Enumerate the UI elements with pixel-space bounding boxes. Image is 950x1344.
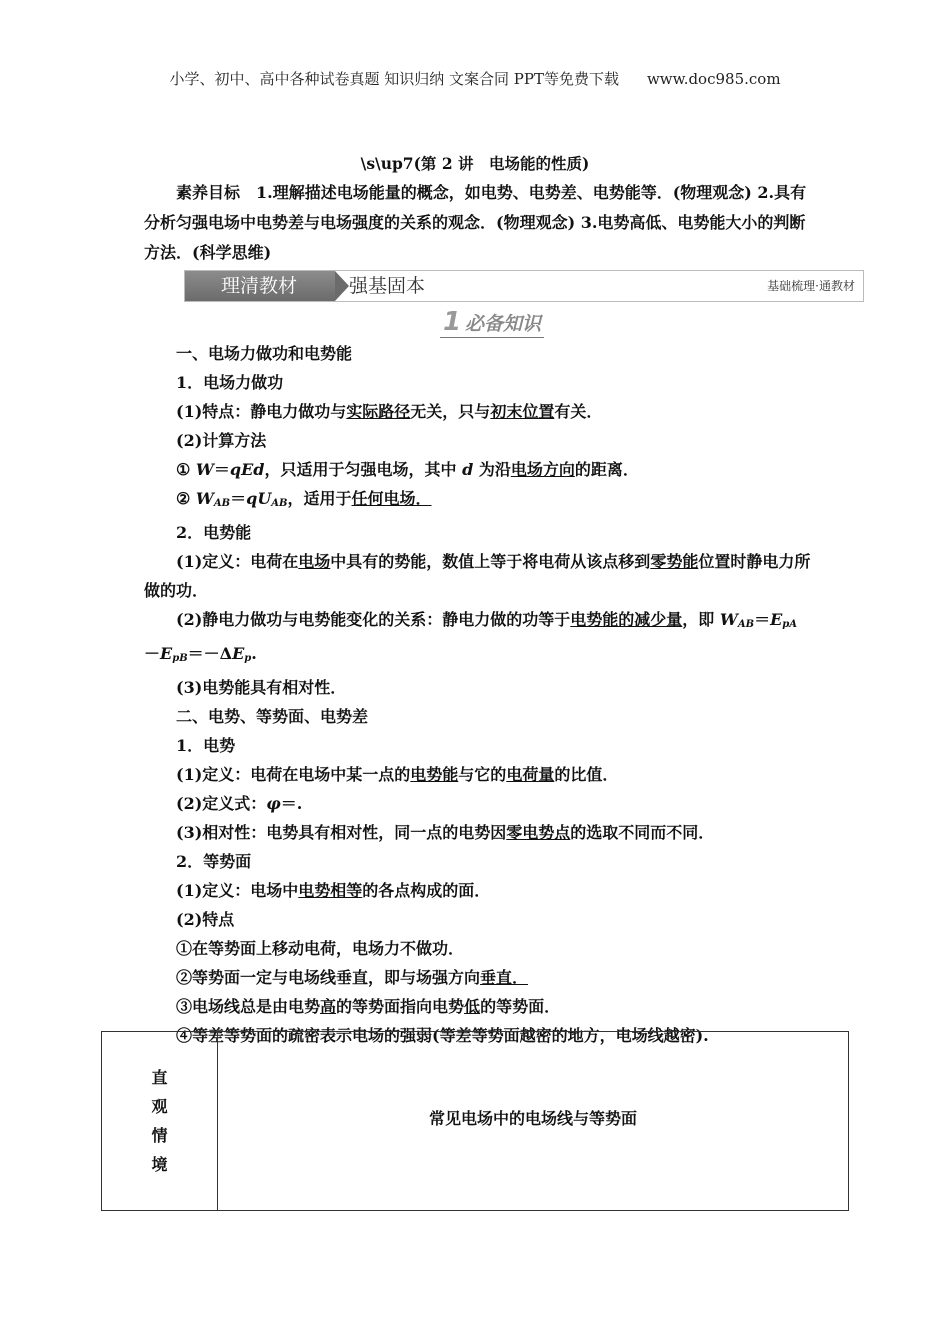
- lesson-title: \s\up7(第 2 讲 电场能的性质): [360, 154, 590, 173]
- section-banner: [184, 270, 864, 302]
- paragraph: (2)定义式：φ＝.: [176, 794, 303, 813]
- knowledge-text: 必备知识: [465, 313, 542, 335]
- list-item: ②等势面一定与电场线垂直，即与场强方向垂直．: [176, 968, 529, 987]
- paragraph: (1)定义：电荷在电场中具有的势能，数值上等于将电荷从该点移到零势能位置时静电力所做的功．: [144, 552, 811, 600]
- paragraph: (3)电势能具有相对性．: [176, 678, 347, 697]
- knowledge-heading: [440, 307, 544, 338]
- paragraph: (2)特点: [176, 910, 235, 929]
- table-main-cell: 常见电场中的电场线与等势面: [218, 1032, 849, 1211]
- paragraph-continuation: $-E_{pB}=-\Delta E_p$.: [144, 644, 257, 664]
- banner-light-label: 强基固本: [349, 275, 426, 297]
- banner-tag: 基础梳理·通教材: [767, 279, 855, 293]
- banner-dark-label: 理清教材: [185, 271, 335, 301]
- list-item: ④等差等势面的疏密表示电场的强弱(等差等势面越密的地方，电场线越密).: [176, 1026, 709, 1045]
- paragraph: (1)特点：静电力做功与实际路径无关，只与初末位置有关．: [176, 402, 603, 421]
- section-heading-1: 一、电场力做功和电势能: [176, 344, 353, 363]
- knowledge-number: 1: [442, 307, 462, 337]
- header-text: 小学、初中、高中各种试卷真题 知识归纳 文案合同 PPT等免费下载: [169, 70, 619, 88]
- list-item: ③电场线总是由电势高的等势面指向电势低的等势面．: [176, 997, 561, 1016]
- formula-line: ② $W_{AB}=qU_{AB}$，适用于任何电场．: [176, 489, 432, 509]
- context-table: [101, 1031, 849, 1211]
- paragraph: (1)定义：电场中电势相等的各点构成的面．: [176, 881, 491, 900]
- list-item: ①在等势面上移动电荷，电场力不做功．: [176, 939, 465, 958]
- paragraph: (3)相对性：电势具有相对性，同一点的电势因零电势点的选取不同而不同．: [176, 823, 715, 842]
- section-heading-2: 二、电势、等势面、电势差: [176, 707, 369, 726]
- paragraph: (2)计算方法: [176, 431, 267, 450]
- subheading-potential-energy: 2．电势能: [176, 523, 252, 542]
- page-header: [0, 68, 950, 89]
- banner-arrow-icon: [335, 271, 349, 301]
- subheading-potential: 1．电势: [176, 736, 236, 755]
- subheading-equipotential: 2．等势面: [176, 852, 252, 871]
- paragraph: (2)静电力做功与电势能变化的关系：静电力做的功等于电势能的减少量，即 $W_{AB}=E_{pA}$: [176, 610, 798, 630]
- paragraph: (1)定义：电荷在电场中某一点的电势能与它的电荷量的比值．: [176, 765, 619, 784]
- subheading-work: 1．电场力做功: [176, 373, 284, 392]
- header-site[interactable]: www.doc985.com: [646, 70, 781, 88]
- table-side-label: 直 观 情 境: [102, 1032, 218, 1211]
- learning-goals: 素养目标 1.理解描述电场能量的概念，如电势、电势差、电势能等．(物理观念) 2.具有分析匀强电场中电势差与电场强度的关系的观念．(物理观念) 3.电势高低、电势能大小的判断方法．(科学思维): [144, 183, 807, 262]
- formula-line: ① W＝qEd，只适用于匀强电场，其中 d 为沿电场方向的距离．: [176, 460, 639, 479]
- content-body: [144, 339, 814, 1050]
